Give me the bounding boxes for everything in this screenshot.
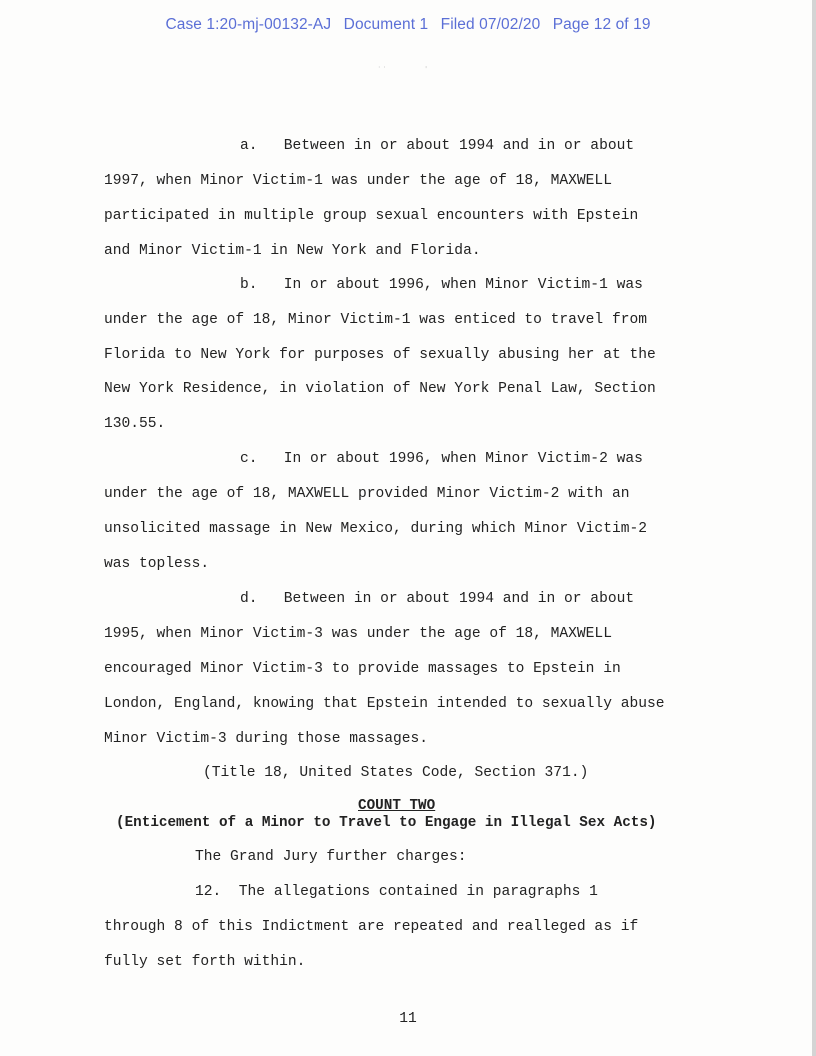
filing-header xyxy=(0,16,816,34)
para-c-line-1: c. In or about 1996, when Minor Victim-2 was xyxy=(240,451,643,467)
para-b-line-3: Florida to New York for purposes of sexually abusing her at the xyxy=(104,347,656,363)
para-b-line-5: 130.55. xyxy=(104,416,166,432)
para-b-line-4: New York Residence, in violation of New York Penal Law, Section xyxy=(104,381,656,397)
count-title: COUNT TWO xyxy=(358,798,436,814)
case-number: Case 1:20-mj-00132-AJ xyxy=(165,16,332,33)
para-a-line-3: participated in multiple group sexual encounters with Epstein xyxy=(104,208,639,224)
para-d-line-5: Minor Victim-3 during those massages. xyxy=(104,731,429,747)
para-d-line-3: encouraged Minor Victim-3 to provide massages to Epstein in xyxy=(104,661,621,677)
para-d-line-2: 1995, when Minor Victim-3 was under the age of 18, MAXWELL xyxy=(104,626,612,642)
document-number: Document 1 xyxy=(343,16,429,33)
para-d-line-1: d. Between in or about 1994 and in or about xyxy=(240,591,635,607)
para-b-line-2: under the age of 18, Minor Victim-1 was enticed to travel from xyxy=(104,312,647,328)
statute-citation: (Title 18, United States Code, Section 371.) xyxy=(203,765,589,781)
para-c-line-4: was topless. xyxy=(104,556,210,572)
para-a-line-4: and Minor Victim-1 in New York and Florida. xyxy=(104,243,481,259)
grand-jury-charges: The Grand Jury further charges: xyxy=(195,849,467,865)
page-count: Page 12 of 19 xyxy=(552,16,651,33)
scan-speck: ' xyxy=(425,65,428,74)
scan-speck: · · xyxy=(378,63,386,72)
para-c-line-2: under the age of 18, MAXWELL provided Minor Victim-2 with an xyxy=(104,486,630,502)
para-a-line-2: 1997, when Minor Victim-1 was under the age of 18, MAXWELL xyxy=(104,173,612,189)
para-12-line-2: through 8 of this Indictment are repeated and realleged as if xyxy=(104,919,639,935)
filed-date: Filed 07/02/20 xyxy=(440,16,541,33)
para-12-line-1: 12. The allegations contained in paragraphs 1 xyxy=(195,884,598,900)
para-b-line-1: b. In or about 1996, when Minor Victim-1 was xyxy=(240,277,643,293)
para-12-line-3: fully set forth within. xyxy=(104,954,306,970)
para-a-line-1: a. Between in or about 1994 and in or about xyxy=(240,138,635,154)
page-number: 11 xyxy=(399,1011,417,1027)
para-d-line-4: London, England, knowing that Epstein intended to sexually abuse xyxy=(104,696,665,712)
count-subtitle: (Enticement of a Minor to Travel to Engage in Illegal Sex Acts) xyxy=(116,815,657,831)
para-c-line-3: unsolicited massage in New Mexico, during which Minor Victim-2 xyxy=(104,521,647,537)
